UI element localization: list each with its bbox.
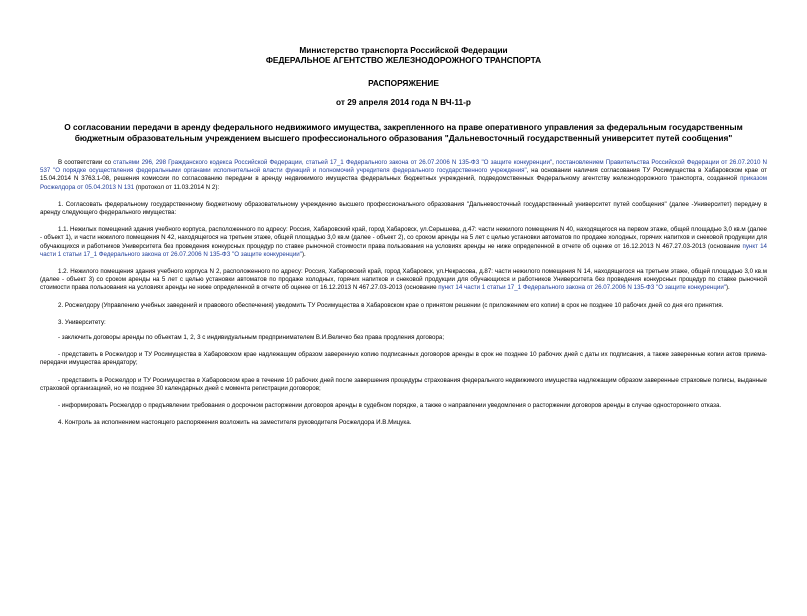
item-1-2-end: ). bbox=[725, 284, 730, 292]
document-type: РАСПОРЯЖЕНИЕ bbox=[368, 78, 439, 88]
preamble-paragraph bbox=[40, 159, 767, 192]
item-3-c-paragraph: - представить в Росжелдор и ТУ Росимущества в Хабаровском крае в течение 10 рабочих дней после завершения процедуры страхования федерального недвижимого имущества надлежащим образом заверенные страховые полисы, выданные страховой организацией, но не позднее 30 календарных дней с момента регистрации договоров; bbox=[40, 376, 767, 392]
item-1-1-paragraph bbox=[40, 226, 767, 259]
law-link-government-resolution[interactable]: постановлением Правительства Российской Федерации от 26.07.2010 N 537 "О порядке осуществления федеральными органами исполнительной власти функций и полномочий учредителя федерального государственного учреждения" bbox=[40, 159, 767, 175]
item-1-1-end: ). bbox=[301, 250, 306, 258]
preamble-text-1: В соответствии со bbox=[58, 159, 114, 166]
preamble-text-4: (протокол от 11.03.2014 N 2): bbox=[134, 183, 220, 191]
item-3-b-paragraph: - представить в Росжелдор и ТУ Росимущества в Хабаровском крае надлежащим образом заверенную копию подписанных договоров аренды в срок не позднее 10 рабочих дней с даты их подписания, а также заверенные копии актов приема-передачи имущества арендатору; bbox=[40, 351, 767, 367]
document-title: О согласовании передачи в аренду федерального недвижимого имущества, закрепленного на праве оперативного управления за федеральным государственным бюджетным образовательным учреждением высшего профессионального образования "Дальневосточный государственный университет путей сообщения" bbox=[64, 122, 743, 143]
document-body bbox=[40, 159, 767, 427]
item-3-d-paragraph: - информировать Росжелдор о предъявлении требования о досрочном расторжении договоров аренды в судебном порядке, а также о направлении уведомления о расторжении договоров аренды в случае одностороннего отказа. bbox=[58, 402, 722, 410]
ministry-name: Министерство транспорта Российской Федерации bbox=[299, 45, 508, 55]
item-4-paragraph: 4. Контроль за исполнением настоящего распоряжения возложить на заместителя руководителя Росжелдора И.В.Мицука. bbox=[58, 419, 412, 427]
document-number: от 29 апреля 2014 года N ВЧ-11-р bbox=[336, 97, 471, 107]
law-link-civil-code[interactable]: статьями 296, 298 Гражданского кодекса Российской Федерации, статьей 17_1 Федерального закона от 26.07.2006 N 135-ФЗ "О защите конкуренции" bbox=[113, 159, 553, 166]
item-1-2-paragraph bbox=[40, 268, 767, 293]
item-3-a-paragraph: - заключить договоры аренды по объектам 1, 2, 3 с индивидуальным предпринимателем В.И.Величко без права продления договора; bbox=[58, 334, 445, 342]
item-1-paragraph: 1. Согласовать федеральному государственному бюджетному образовательному учреждению высшего профессионального образования "Дальневосточный государственный университет путей сообщения" (далее -Университет) передачу в аренду следующего федерального имущества: bbox=[40, 200, 767, 217]
preamble-text-3: , на основании наличия согласования ТУ Росимущества в Хабаровском крае от 15.04.2014 N 3763.1-08, решения комиссии по согласованию передачи в аренду недвижимого имущества федеральных бюджетных учреждений, подведомственных Федеральному агентству железнодорожного транспорта, созданной bbox=[40, 167, 767, 183]
item-1-1-text: 1.1. Нежилых помещений здания учебного корпуса, расположенного по адресу: Россия, Хабаровский край, город Хабаровск, ул.Серышева, д.47: части нежилого помещения N 40, находящегося на первом этаже, общей площадью 3,0 кв.м (далее - объект 1), и части нежилого помещения N 42, находящегося на третьем этаже, общей площадью 3,0 кв.м (далее - объект 2), со сроком аренды на 5 лет с целью установки автоматов по продаже холодных, горячих напитков и снековой продукции для обучающихся и работников Университета без проведения конкурсных процедур по ставке рыночной стоимости права пользования на условиях аренды не ниже определенной в отчете об оценке от 16.12.2013 N 467.27.03-2013 (основание bbox=[40, 226, 767, 250]
item-2-paragraph: 2. Росжелдору (Управлению учебных заведений и правового обеспечения) уведомить ТУ Росимущества в Хабаровском крае о принятом решении (с приложением его копии) в срок не позднее 10 рабочих дней со дня его принятия. bbox=[58, 301, 724, 309]
preamble-text-2: , bbox=[552, 159, 556, 166]
law-link-order-131[interactable]: приказом Росжелдора от 05.04.2013 N 131 bbox=[40, 175, 767, 191]
law-link-item-1-1[interactable]: пункт 14 части 1 статьи 17_1 Федерального закона от 26.07.2006 N 135-ФЗ "О защите конкуренции" bbox=[40, 242, 767, 258]
item-1-2-text: 1.2. Нежилого помещения здания учебного корпуса N 2, расположенного по адресу: Россия, Хабаровский край, город Хабаровск, ул.Некрасова, д.87: части нежилого помещения N 14, находящегося на третьем этаже, общей площадью 3,0 кв.м (далее - объект 3) со сроком аренды на 5 лет с целью установки автоматов по продаже холодных, горячих напитков и снековой продукции для обучающихся и работников Университета без проведения конкурсных процедур по ставке рыночной стоимости права пользования на условиях аренды не ниже определенной в отчете об оценке от 16.12.2013 N 467.27.03-2013 (основание bbox=[40, 268, 767, 292]
document-page bbox=[0, 45, 807, 616]
law-link-item-1-2[interactable]: пункт 14 части 1 статьи 17_1 Федерального закона от 26.07.2006 N 135-ФЗ "О защите конкуренции" bbox=[438, 284, 726, 292]
document-header bbox=[40, 45, 767, 107]
agency-name: ФЕДЕРАЛЬНОЕ АГЕНТСТВО ЖЕЛЕЗНОДОРОЖНОГО ТРАНСПОРТА bbox=[265, 55, 542, 65]
item-3-paragraph: 3. Университету: bbox=[58, 318, 106, 326]
